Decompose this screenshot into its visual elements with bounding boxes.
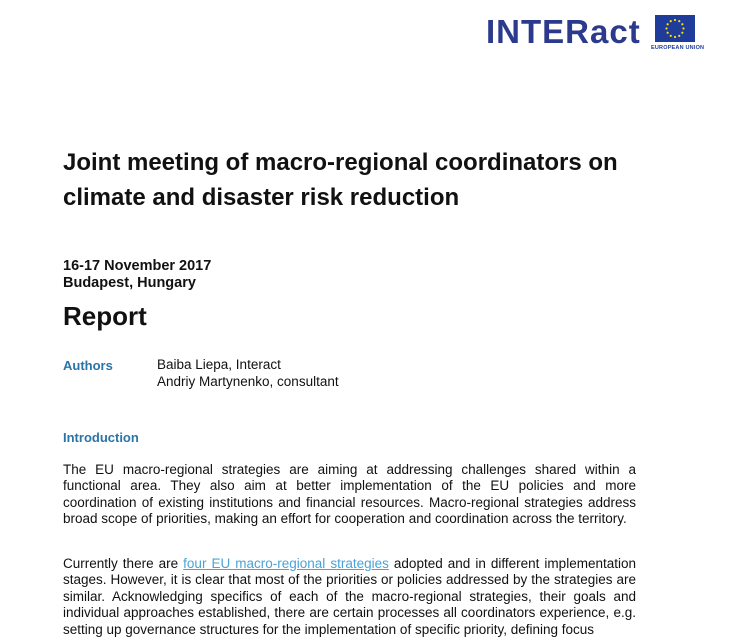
interact-logo: INTERact: [486, 13, 641, 50]
author-name: Andriy Martynenko, consultant: [157, 374, 339, 389]
eu-star-icon: [665, 27, 667, 29]
eu-star-icon: [674, 19, 676, 21]
eu-star-icon: [670, 35, 672, 37]
author-name: Baiba Liepa, Interact: [157, 357, 281, 372]
eu-flag-icon: [655, 15, 695, 42]
eu-star-icon: [670, 20, 672, 22]
eu-star-icon: [678, 35, 680, 37]
eu-star-icon: [681, 23, 683, 25]
paragraph-text: Currently there are: [63, 556, 184, 571]
eu-star-icon: [678, 20, 680, 22]
eu-star-icon: [674, 36, 676, 38]
intro-paragraph-2: [63, 556, 636, 638]
report-heading: Report: [63, 301, 147, 331]
eu-star-icon: [667, 23, 669, 25]
intro-paragraph: The EU macro-regional strategies are aiming at addressing challenges shared within a functional area. They also aim at better implementation of the EU policies and more coordination of existing institutions and financial resources. Macro-regional strategies address broad scope of priorities, making an effort for cooperation and coordination across the territory.: [63, 462, 636, 527]
meeting-place: Budapest, Hungary: [63, 275, 196, 291]
eu-star-icon: [682, 27, 684, 29]
section-heading-introduction: Introduction: [63, 430, 139, 445]
meeting-date: 16-17 November 2017: [63, 258, 212, 274]
paragraph-text: adopted and in different implementation stages. However, it is clear that most of the priorities or policies addressed by the strategies are similar. Acknowledging specifics of each of the macro-regional strategies, their goals and individual approaches established, there are certain processes all coordinators experience, e.g. setting up governance structures for the implementation of specific priority, defining focus: [63, 556, 636, 637]
eu-caption: EUROPEAN UNION: [651, 45, 705, 51]
document-title: Joint meeting of macro-regional coordinators on climate and disaster risk reduction: [63, 149, 618, 211]
macro-regional-strategies-link[interactable]: four EU macro-regional strategies: [183, 556, 389, 571]
eu-star-icon: [681, 32, 683, 34]
authors-label: Authors: [63, 358, 113, 373]
eu-star-icon: [667, 32, 669, 34]
